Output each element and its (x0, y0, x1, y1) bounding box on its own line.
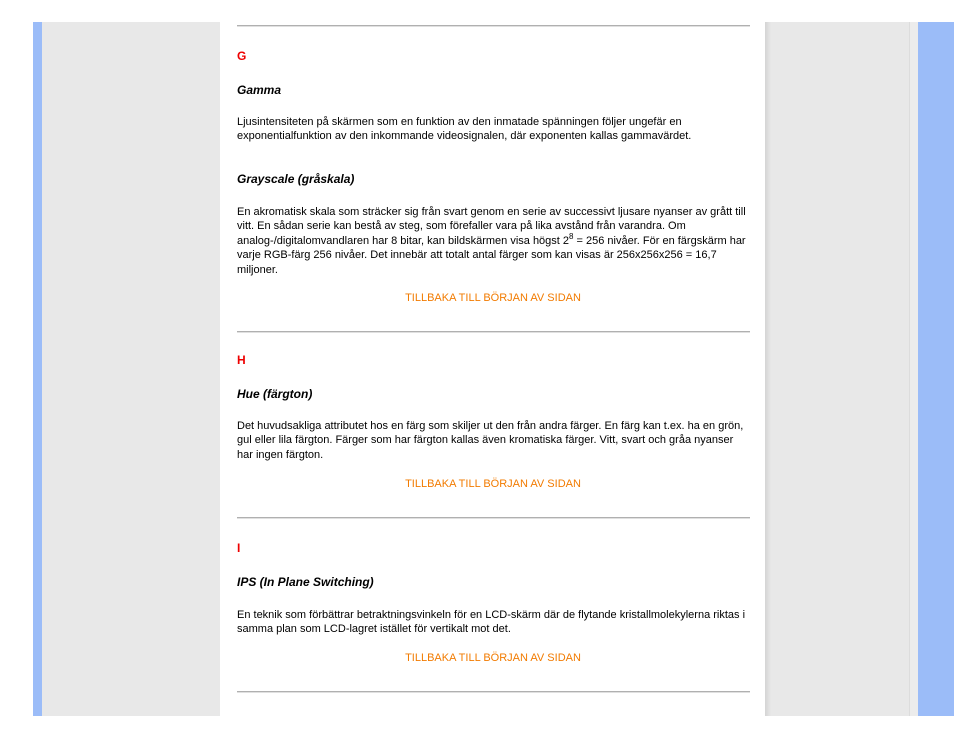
definition-gamma: Ljusintensiteten på skärmen som en funktion av den inmatade spänningen följer ungefär en exponentialfunktion av den inkommande videosignalen, där exponenten kallas gammavärdet. (237, 116, 692, 143)
back-to-top-link[interactable]: TILLBAKA TILL BÖRJAN AV SIDAN (405, 478, 581, 490)
right-blue-border (918, 22, 954, 716)
divider (237, 517, 750, 519)
term-gamma: Gamma (237, 83, 282, 97)
definition-grayscale-part2: = 256 nivåer. För en färgskärm har varje RGB-färg 256 nivåer. Det innebär att totalt antal färger som kan visas är 256x256x256 = 16,7 miljoner. (237, 234, 746, 276)
left-gray-margin (42, 22, 220, 716)
right-gray-margin (771, 22, 909, 716)
definition-ips: En teknik som förbättrar betraktningsvinkeln för en LCD-skärm där de flytande kristallmolekylerna riktas i samma plan som LCD-lagret istället för vertikalt mot det. (237, 609, 746, 636)
left-blue-border (33, 22, 42, 716)
definition-hue: Det huvudsakliga attributet hos en färg som skiljer ut den från andra färger. En färg kan t.ex. ha en grön, gul eller lila färgton. Färger som har färgton kallas även kromatiska färger. Vitt, svart och gråa nyanser har ingen färgton. (237, 420, 744, 461)
term-hue: Hue (färgton) (237, 387, 313, 401)
section-letter-h: H (237, 353, 246, 367)
divider (237, 331, 750, 333)
exponent: 8 (569, 231, 574, 241)
section-letter-i: I (237, 541, 241, 555)
term-ips: IPS (In Plane Switching) (237, 575, 374, 589)
divider (237, 691, 750, 693)
term-grayscale: Grayscale (gråskala) (237, 172, 355, 186)
glossary-content (220, 22, 765, 716)
back-to-top-link[interactable]: TILLBAKA TILL BÖRJAN AV SIDAN (405, 292, 581, 304)
definition-grayscale-part1: En akromatisk skala som sträcker sig från svart genom en serie av successivt ljusare nyanser av grått till vitt. En sådan serie kan bestå av steg, som förefaller vara på lika avstånd från varandra. Om analog-/digitalomvandlaren har 8 bitar, kan bildskärmen visa högst 2 (237, 206, 746, 247)
section-letter-g: G (237, 49, 247, 63)
divider (237, 25, 750, 27)
definition-grayscale (237, 205, 749, 277)
back-to-top-link[interactable]: TILLBAKA TILL BÖRJAN AV SIDAN (405, 652, 581, 664)
